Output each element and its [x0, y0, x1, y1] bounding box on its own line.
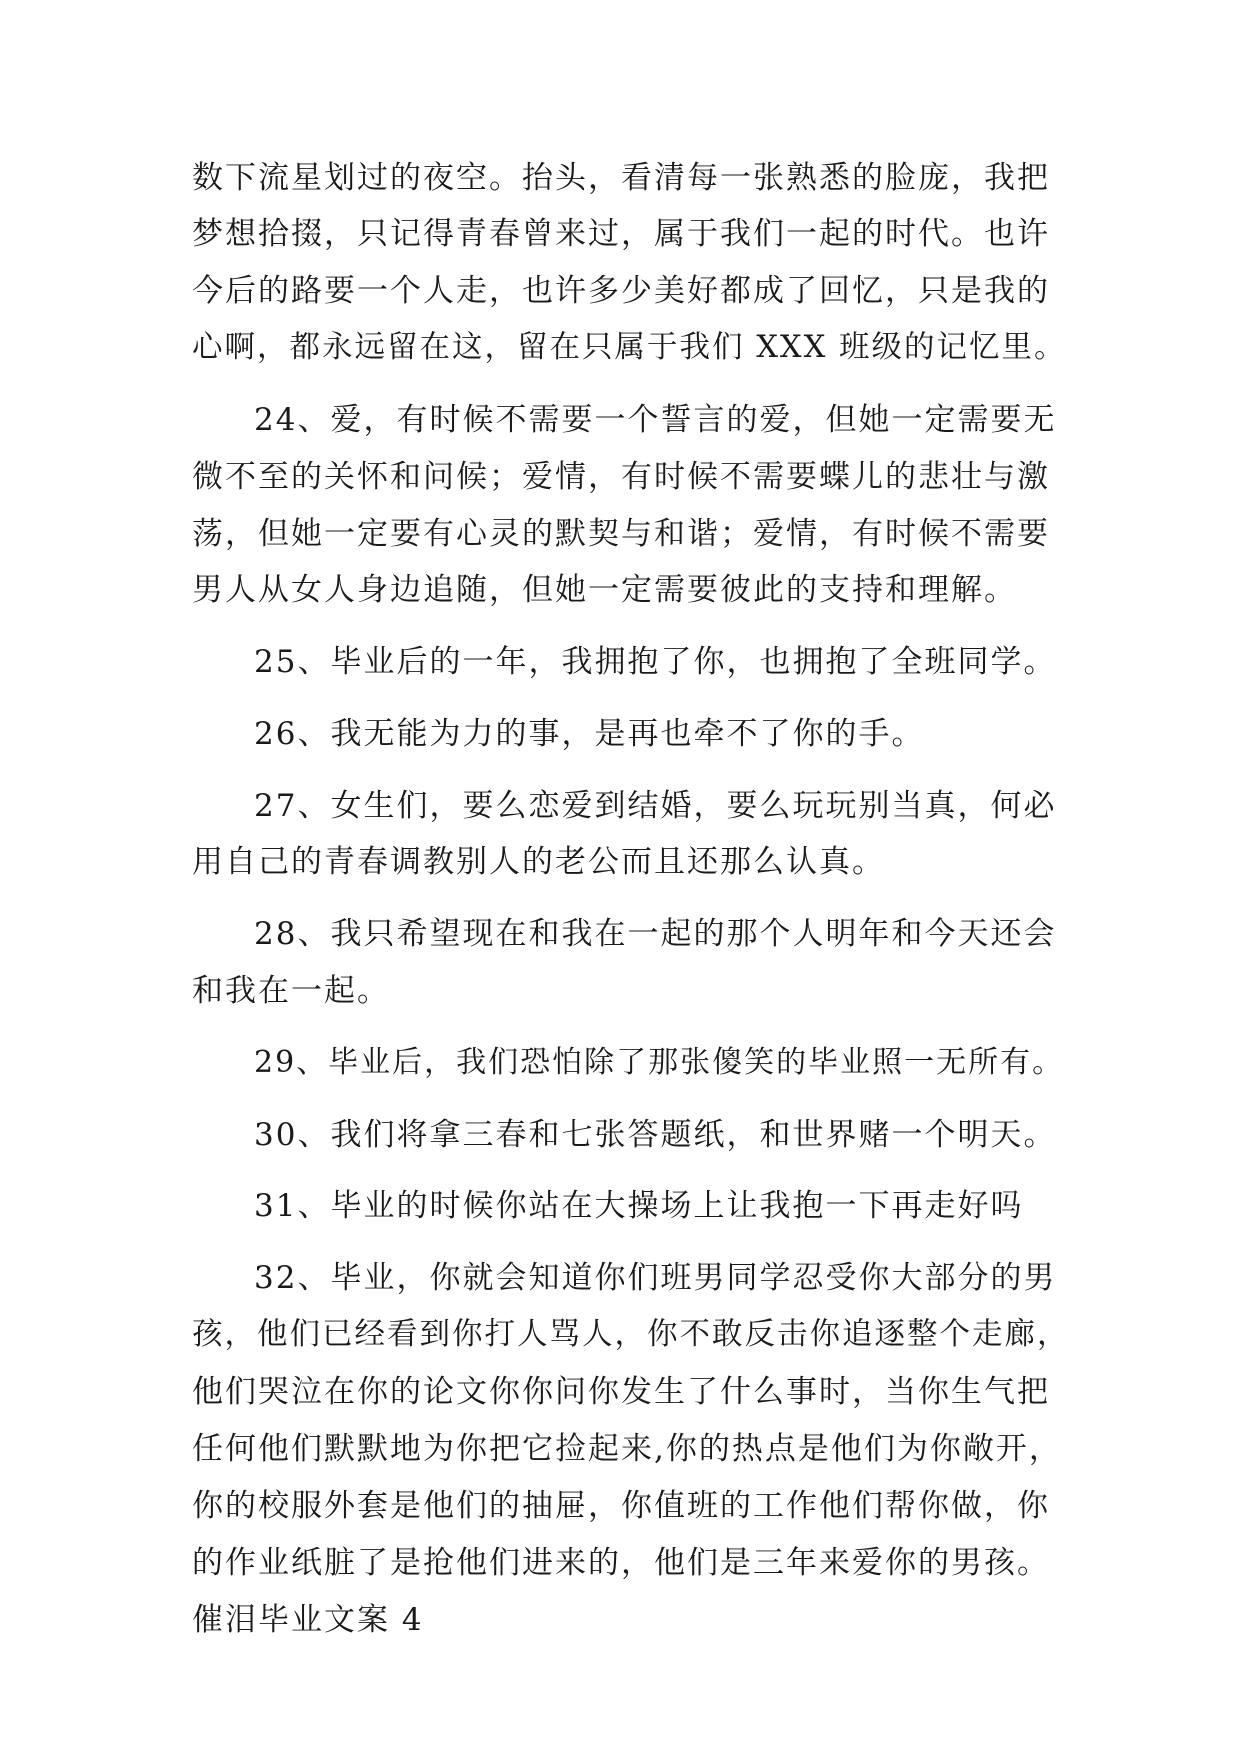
text-line: 30、我们将拿三春和七张答题纸，和世界赌一个明天。 [254, 1117, 1057, 1153]
text-line: 26、我无能为力的事，是再也牵不了你的手。 [254, 716, 925, 752]
text-line: 25、毕业后的一年，我拥抱了你，也拥抱了全班同学。 [254, 644, 1057, 680]
text-line: 29、毕业后，我们恐怕除了那张傻笑的毕业照一无所有。 [254, 1045, 1065, 1080]
text-line: 任何他们默默地为你把它捡起来,你的热点是他们为你敞开， [192, 1431, 1062, 1467]
text-line: 梦想拾掇，只记得青春曾来过，属于我们一起的时代。也许 [192, 216, 1050, 252]
text-line: 男人从女人身边追随，但她一定需要彼此的支持和理解。 [192, 572, 1017, 608]
text-line: 数下流星划过的夜空。抬头，看清每一张熟悉的脸庞，我把 [192, 160, 1050, 196]
text-line: 31、毕业的时候你站在大操场上让我抱一下再走好吗 [254, 1188, 1024, 1224]
section-heading: 催泪毕业文案 4 [192, 1602, 424, 1638]
text-line: 32、毕业，你就会知道你们班男同学忍受你大部分的男 [254, 1260, 1057, 1296]
text-line: 28、我只希望现在和我在一起的那个人明年和今天还会 [254, 916, 1057, 952]
text-line: 27、女生们，要么恋爱到结婚，要么玩玩别当真，何必 [254, 788, 1057, 824]
text-line: 心啊，都永远留在这，留在只属于我们 XXX 班级的记忆里。 [192, 330, 1067, 365]
text-line: 和我在一起。 [192, 973, 390, 1009]
text-line: 荡，但她一定要有心灵的默契与和谐；爱情，有时候不需要 [192, 516, 1050, 552]
text-line: 24、爱，有时候不需要一个誓言的爱，但她一定需要无 [254, 402, 1057, 438]
text-line: 你的校服外套是他们的抽屉，你值班的工作他们帮你做，你 [192, 1488, 1050, 1524]
text-line: 的作业纸脏了是抢他们进来的，他们是三年来爱你的男孩。 [192, 1545, 1050, 1581]
text-line: 孩，他们已经看到你打人骂人，你不敢反击你追逐整个走廊， [192, 1317, 1070, 1352]
text-line: 他们哭泣在你的论文你你问你发生了什么事时，当你生气把 [192, 1374, 1050, 1410]
text-line: 用自己的青春调教别人的老公而且还那么认真。 [192, 844, 885, 880]
text-line: 今后的路要一个人走，也许多少美好都成了回忆，只是我的 [192, 273, 1050, 309]
text-line: 微不至的关怀和问候；爱情，有时候不需要蝶儿的悲壮与激 [192, 459, 1050, 495]
